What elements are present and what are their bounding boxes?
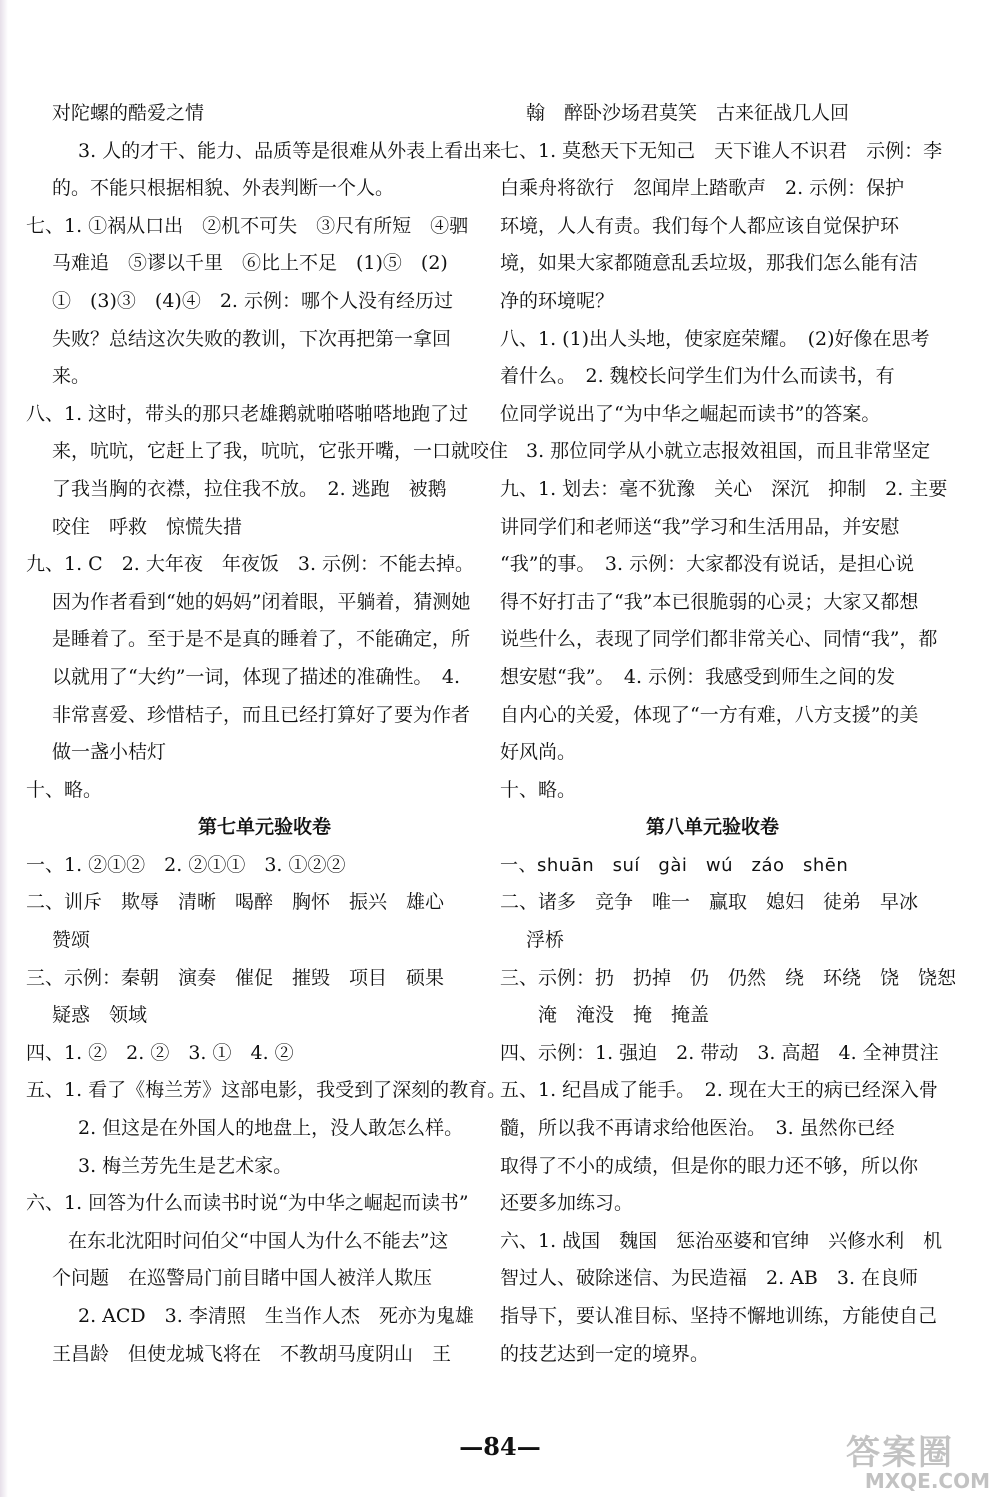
text-line: 一、1. ②①② 2. ②①① 3. ①②② [26, 853, 346, 876]
text-line: 五、1. 看了《梅兰芳》这部电影，我受到了深刻的教育。 [26, 1079, 507, 1102]
text-line: 非常喜爱、珍惜桔子，而且已经打算好了要为作者 [52, 703, 471, 726]
text-line: 的。不能只根据相貌、外表判断一个人。 [52, 177, 395, 200]
text-line: 咬住 呼救 惊慌失措 [52, 515, 243, 538]
text-line: 九、1. C 2. 大年夜 年夜饭 3. 示例：不能去掉。 [26, 553, 475, 576]
text-line: 八、1. (1)出人头地，使家庭荣耀。 (2)好像在思考 [500, 327, 930, 350]
text-line: “我”的事。 3. 示例：大家都没有说话，是担心说 [500, 553, 915, 576]
text-line: 淹 淹没 掩 掩盖 [538, 1004, 710, 1027]
text-line: 二、训斥 欺辱 清晰 喝醉 胸怀 振兴 雄心 [26, 891, 445, 914]
text-line: 九、1. 划去：毫不犹豫 关心 深沉 抑制 2. 主要 [500, 477, 948, 500]
watermark-logo [846, 1433, 996, 1494]
text-line: 环境，人人有责。我们每个人都应该自觉保护环 [500, 214, 900, 237]
text-line: 十、略。 [500, 778, 577, 801]
text-line: 髓，所以我不再请求给他医治。 3. 虽然你已经 [500, 1117, 895, 1140]
text-line: 2. ACD 3. 李清照 生当作人杰 死亦为鬼雄 [78, 1305, 474, 1327]
text-line: 二、诸多 竞争 唯一 赢取 媳妇 徒弟 早冰 [500, 891, 919, 914]
text-line: 一、shuān suí gài wú záo shēn [500, 854, 849, 876]
text-line: 三、示例：秦朝 演奏 催促 摧毁 项目 硕果 [26, 966, 445, 989]
text-line: ① (3)③ (4)④ 2. 示例：哪个人没有经历过 [52, 289, 453, 312]
text-line: 翰 醉卧沙场君莫笑 古来征战几人回 [526, 102, 850, 124]
text-line: 来，吭吭，它赶上了我，吭吭，它张开嘴，一口就咬住 [52, 440, 509, 463]
page-edge-shadow [0, 0, 8, 1497]
text-line: 四、示例：1. 强迫 2. 带动 3. 高超 4. 全神贯注 [500, 1041, 939, 1064]
text-line: 白乘舟将欲行 忽闻岸上踏歌声 2. 示例：保护 [500, 177, 905, 200]
text-line: 七、1. ①祸从口出 ②机不可失 ③尺有所短 ④驷 [26, 214, 469, 237]
text-line: 3. 人的才干、能力、品质等是很难从外表上看出来 [78, 139, 502, 162]
text-line: 失败？总结这次失败的教训，下次再把第一拿回 [52, 327, 452, 350]
text-line: 浮桥 [526, 929, 565, 952]
text-line: 赞颂 [52, 929, 91, 952]
text-line: 智过人、破除迷信、为民造福 2. AB 3. 在良师 [500, 1267, 919, 1290]
text-line: 对陀螺的酷爱之情 [52, 102, 205, 124]
text-line: 了我当胸的衣襟，拉住我不放。 2. 逃跑 被鹅 [52, 477, 447, 500]
text-line: 七、1. 莫愁天下无知己 天下谁人不识君 示例：李 [500, 139, 943, 162]
text-line: 2. 但这是在外国人的地盘上，没人敢怎么样。 [78, 1117, 464, 1140]
text-line: 以就用了“大约”一词，体现了描述的准确性。 4. [52, 665, 461, 688]
section-title: 第七单元验收卷 [197, 816, 331, 839]
text-line: 指导下，要认准目标、坚持不懈地训练，方能使自己 [500, 1305, 938, 1327]
text-line: 说些什么，表现了同学们都非常关心、同情“我”，都 [500, 628, 938, 651]
text-line: 在东北沈阳时问伯父“中国人为什么不能去”这 [68, 1229, 449, 1252]
text-line: 六、1. 回答为什么而读书时说“为中华之崛起而读书” [26, 1192, 469, 1215]
text-line: 想安慰“我”。 4. 示例：我感受到师生之间的发 [500, 665, 896, 688]
text-line: 境，如果大家都随意乱丢垃圾，那我们怎么能有洁 [500, 252, 919, 275]
text-line: 3. 梅兰芳先生是艺术家。 [78, 1154, 293, 1177]
text-line: 好风尚。 [500, 741, 577, 764]
text-line: 疑惑 领域 [52, 1004, 148, 1027]
watermark-title: 答案圈 [846, 1433, 954, 1473]
text-line: 三、示例：扔 扔掉 仍 仍然 绕 环绕 饶 饶恕 [500, 966, 957, 989]
text-line: 讲同学们和老师送“我”学习和生活用品，并安慰 [500, 515, 900, 538]
text-line: 十、略。 [26, 778, 103, 801]
text-line: 自内心的关爱，体现了“一方有难，八方支援”的美 [500, 703, 919, 726]
watermark-url: MXQE.COM [864, 1469, 990, 1493]
text-line: 取得了不小的成绩，但是你的眼力还不够，所以你 [500, 1154, 919, 1177]
text-line: 四、1. ② 2. ② 3. ① 4. ② [26, 1041, 294, 1064]
text-line: 得不好打击了“我”本已很脆弱的心灵；大家又都想 [500, 590, 919, 613]
text-line: 六、1. 战国 魏国 惩治巫婆和官绅 兴修水利 机 [500, 1229, 943, 1252]
text-line: 来。 [52, 365, 91, 388]
right-column [500, 95, 957, 1373]
text-line: 是睡着了。至于是不是真的睡着了，不能确定，所 [52, 628, 471, 651]
text-line: 的技艺达到一定的境界。 [500, 1342, 710, 1365]
page-number: —84— [459, 1432, 541, 1461]
text-line: 3. 那位同学从小就立志报效祖国，而且非常坚定 [526, 440, 931, 463]
text-line: 马难追 ⑤谬以千里 ⑥比上不足 (1)⑤ (2) [52, 252, 448, 275]
text-line: 位同学说出了“为中华之崛起而读书”的答案。 [500, 402, 881, 425]
text-line: 做一盏小桔灯 [52, 741, 167, 764]
text-line: 五、1. 纪昌成了能手。 2. 现在大王的病已经深入骨 [500, 1079, 938, 1102]
text-line: 八、1. 这时，带头的那只老雄鹅就啪嗒啪嗒地跑了过 [26, 402, 469, 425]
left-column [26, 95, 509, 1373]
text-line: 净的环境呢？ [500, 289, 615, 312]
text-line: 个问题 在巡警局门前目睹中国人被洋人欺压 [52, 1267, 433, 1290]
section-title: 第八单元验收卷 [645, 816, 779, 839]
text-line: 还要多加练习。 [500, 1192, 634, 1215]
text-line: 王昌龄 但使龙城飞将在 不教胡马度阴山 王 [52, 1342, 452, 1365]
text-line: 因为作者看到“她的妈妈”闭着眼，平躺着，猜测她 [52, 590, 471, 613]
text-line: 着什么。 2. 魏校长问学生们为什么而读书，有 [500, 365, 895, 388]
